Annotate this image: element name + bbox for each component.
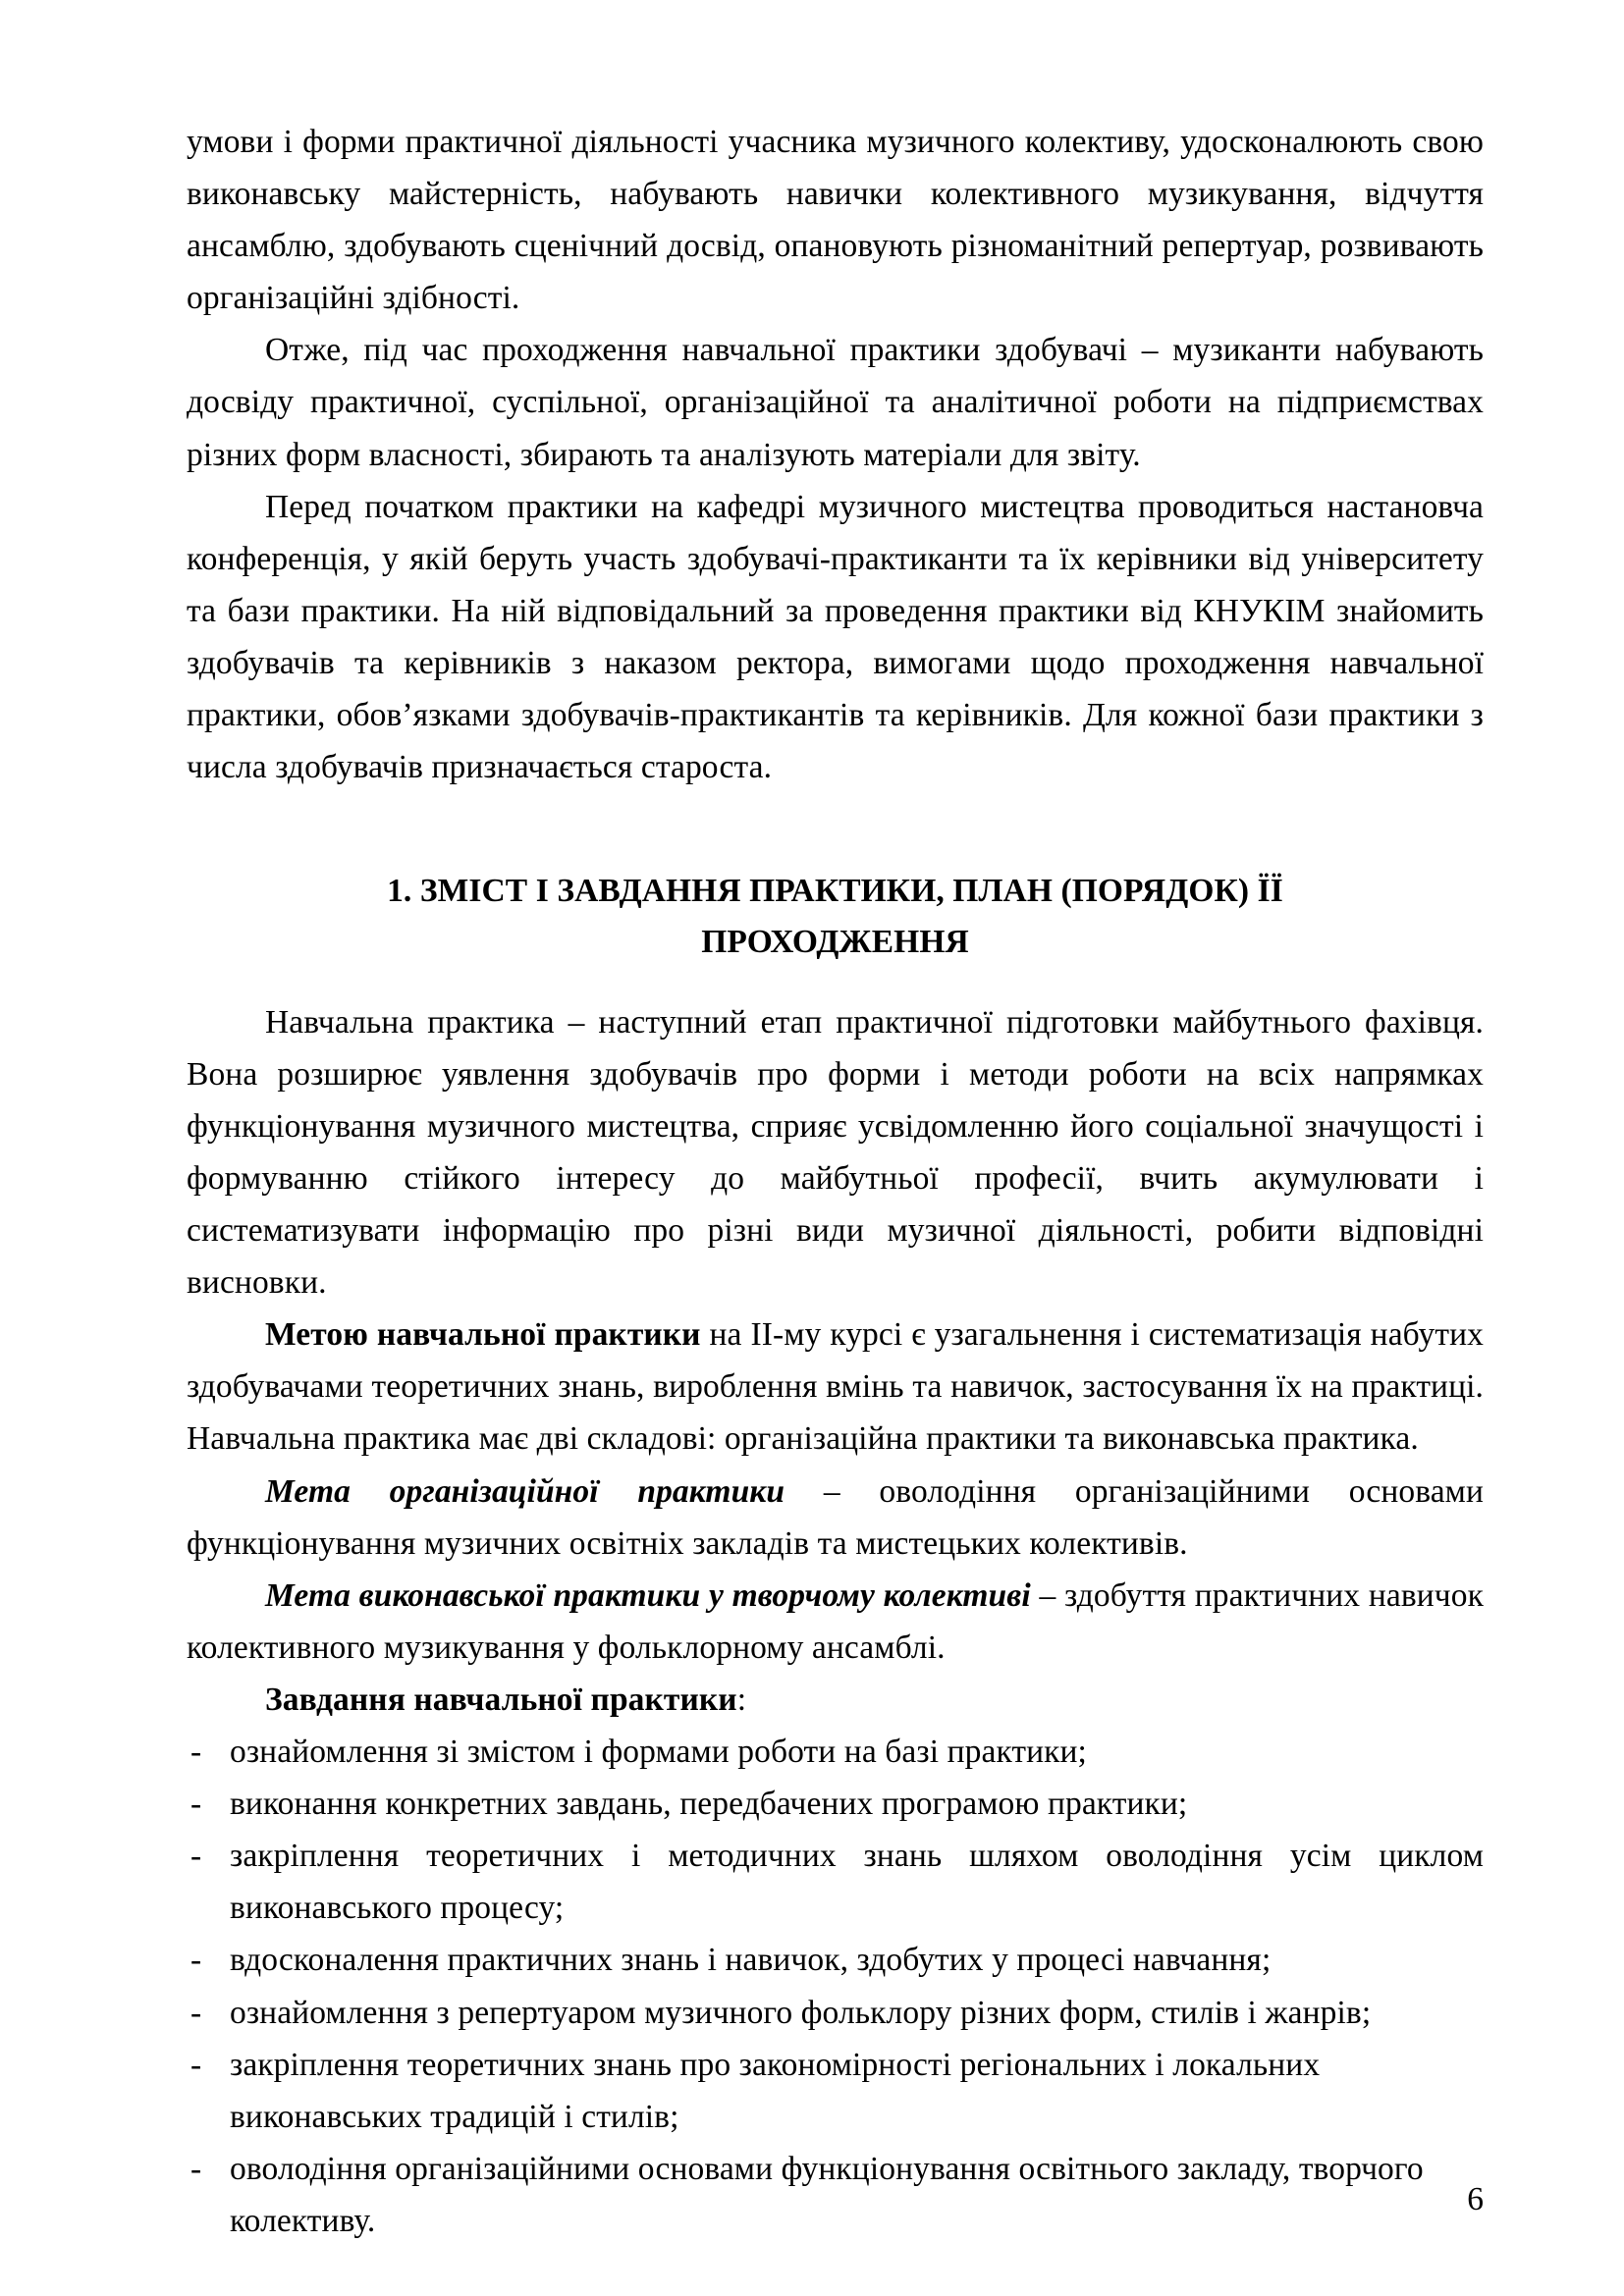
list-item-text: виконання конкретних завдань, передбачених програмою практики;: [230, 1786, 1188, 1823]
paragraph-meta-vykonavskoi: [187, 1570, 1484, 1674]
section-heading-line-1: 1. ЗМІСТ І ЗАВДАННЯ ПРАКТИКИ, ПЛАН (ПОРЯДОК) ЇЇ: [387, 873, 1283, 910]
list-item-text: вдосконалення практичних знань і навичок, здобутих у процесі навчання;: [230, 1942, 1272, 1979]
rest-metoyu-navchalnoi: на ІІ-му курсі є узагальнення і систематизація набутих здобувачами теоретичних знань, вироблення вмінь та навичок, застосування їх на практиці. Навчальна практика має дві складові: організаційна практики та виконавська практика.: [187, 1316, 1484, 1458]
paragraph-continuation: умови і форми практичної діяльності учасника музичного колективу, удосконалюють свою виконавську майстерність, набувають навички колективного музикування, відчуття ансамблю, здобувають сценічний досвід, опановують різноманітний репертуар, розвивають організаційні здібності.: [187, 124, 1484, 317]
paragraph-otzhe: Отже, під час проходження навчальної практики здобувачі – музиканти набувають досвіду практичної, суспільної, організаційної та аналітичної роботи на підприємствах різних форм власності, збирають та аналізують матеріали для звіту.: [187, 332, 1484, 473]
list-bullet-icon: -: [190, 2150, 202, 2187]
list-bullet-icon: -: [190, 1994, 202, 2031]
list-bullet-icon: -: [190, 1942, 202, 1979]
list-item: [187, 1830, 1484, 1934]
list-item: [187, 2039, 1484, 2143]
rest-meta-vykonavskoi: – здобуття практичних навичок колективного музикування у фольклорному ансамблі.: [187, 1576, 1484, 1666]
list-item: [187, 1987, 1484, 2039]
section-heading-block: [187, 866, 1484, 969]
lead-meta-vykonavskoi: Мета виконавської практики у творчому колективі: [265, 1576, 1031, 1614]
paragraph-metoyu-navchalnoi: [187, 1308, 1484, 1465]
lead-meta-organizatsiynoi: Мета організаційної практики: [265, 1472, 785, 1510]
list-item-text: ознайомлення з репертуаром музичного фольклору різних форм, стилів і жанрів;: [230, 1994, 1372, 2031]
rest-meta-organizatsiynoi: – оволодіння організаційними основами функціонування музичних освітніх закладів та мистецьких колективів.: [187, 1472, 1484, 1562]
task-list: [187, 1726, 1484, 2247]
paragraph-zavdannya-label: [187, 1674, 1484, 1726]
list-bullet-icon: -: [190, 1786, 202, 1823]
list-item: [187, 1778, 1484, 1830]
list-item-text: ознайомлення зі змістом і формами роботи на базі практики;: [230, 1734, 1087, 1771]
list-item: [187, 1726, 1484, 1778]
list-item-text: закріплення теоретичних знань про закономірності регіональних і локальних виконавських традицій і стилів;: [230, 2046, 1321, 2135]
section-heading-line-2: ПРОХОДЖЕННЯ: [701, 924, 969, 961]
list-bullet-icon: -: [190, 2046, 202, 2083]
list-item-text: закріплення теоретичних і методичних знань шляхом оволодіння усім циклом виконавського процесу;: [230, 1838, 1484, 1927]
list-item: [187, 2143, 1484, 2247]
lead-zavdannya-navchalnoi: Завдання навчальної практики: [265, 1681, 737, 1718]
paragraph-navchalna-praktyka: Навчальна практика – наступний етап практичної підготовки майбутнього фахівця. Вона розширює уявлення здобувачів про форми і методи роботи на всіх напрямках функціонування музичного мистецтва, сприяє усвідомленню його соціальної значущості і формуванню стійкого інтересу до майбутньої професії, вчить акумулювати і систематизувати інформацію про різні види музичної діяльності, робити відповідні висновки.: [187, 1003, 1484, 1302]
list-bullet-icon: -: [190, 1838, 202, 1875]
lead-metoyu-navchalnoi: Метою навчальної практики: [265, 1316, 701, 1354]
list-bullet-icon: -: [190, 1734, 202, 1771]
page-body: [187, 116, 1484, 2247]
paragraph-pered-pochatkom: Перед початком практики на кафедрі музичного мистецтва проводиться настановча конференція, у якій беруть участь здобувачі-практиканти та їх керівники від університету та бази практики. На ній відповідальний за проведення практики від КНУКІМ знайомить здобувачів та керівників з наказом ректора, вимогами щодо проходження навчальної практики, обов’язками здобувачів-практикантів та керівників. Для кожної бази практики з числа здобувачів призначається староста.: [187, 488, 1484, 786]
paragraph-meta-organizatsiynoi: [187, 1466, 1484, 1570]
page-number: 6: [1467, 2180, 1484, 2217]
rest-zavdannya-navchalnoi: :: [736, 1681, 747, 1718]
list-item-text: оволодіння організаційними основами функціонування освітнього закладу, творчого колективу.: [230, 2150, 1424, 2239]
list-item: [187, 1934, 1484, 1986]
